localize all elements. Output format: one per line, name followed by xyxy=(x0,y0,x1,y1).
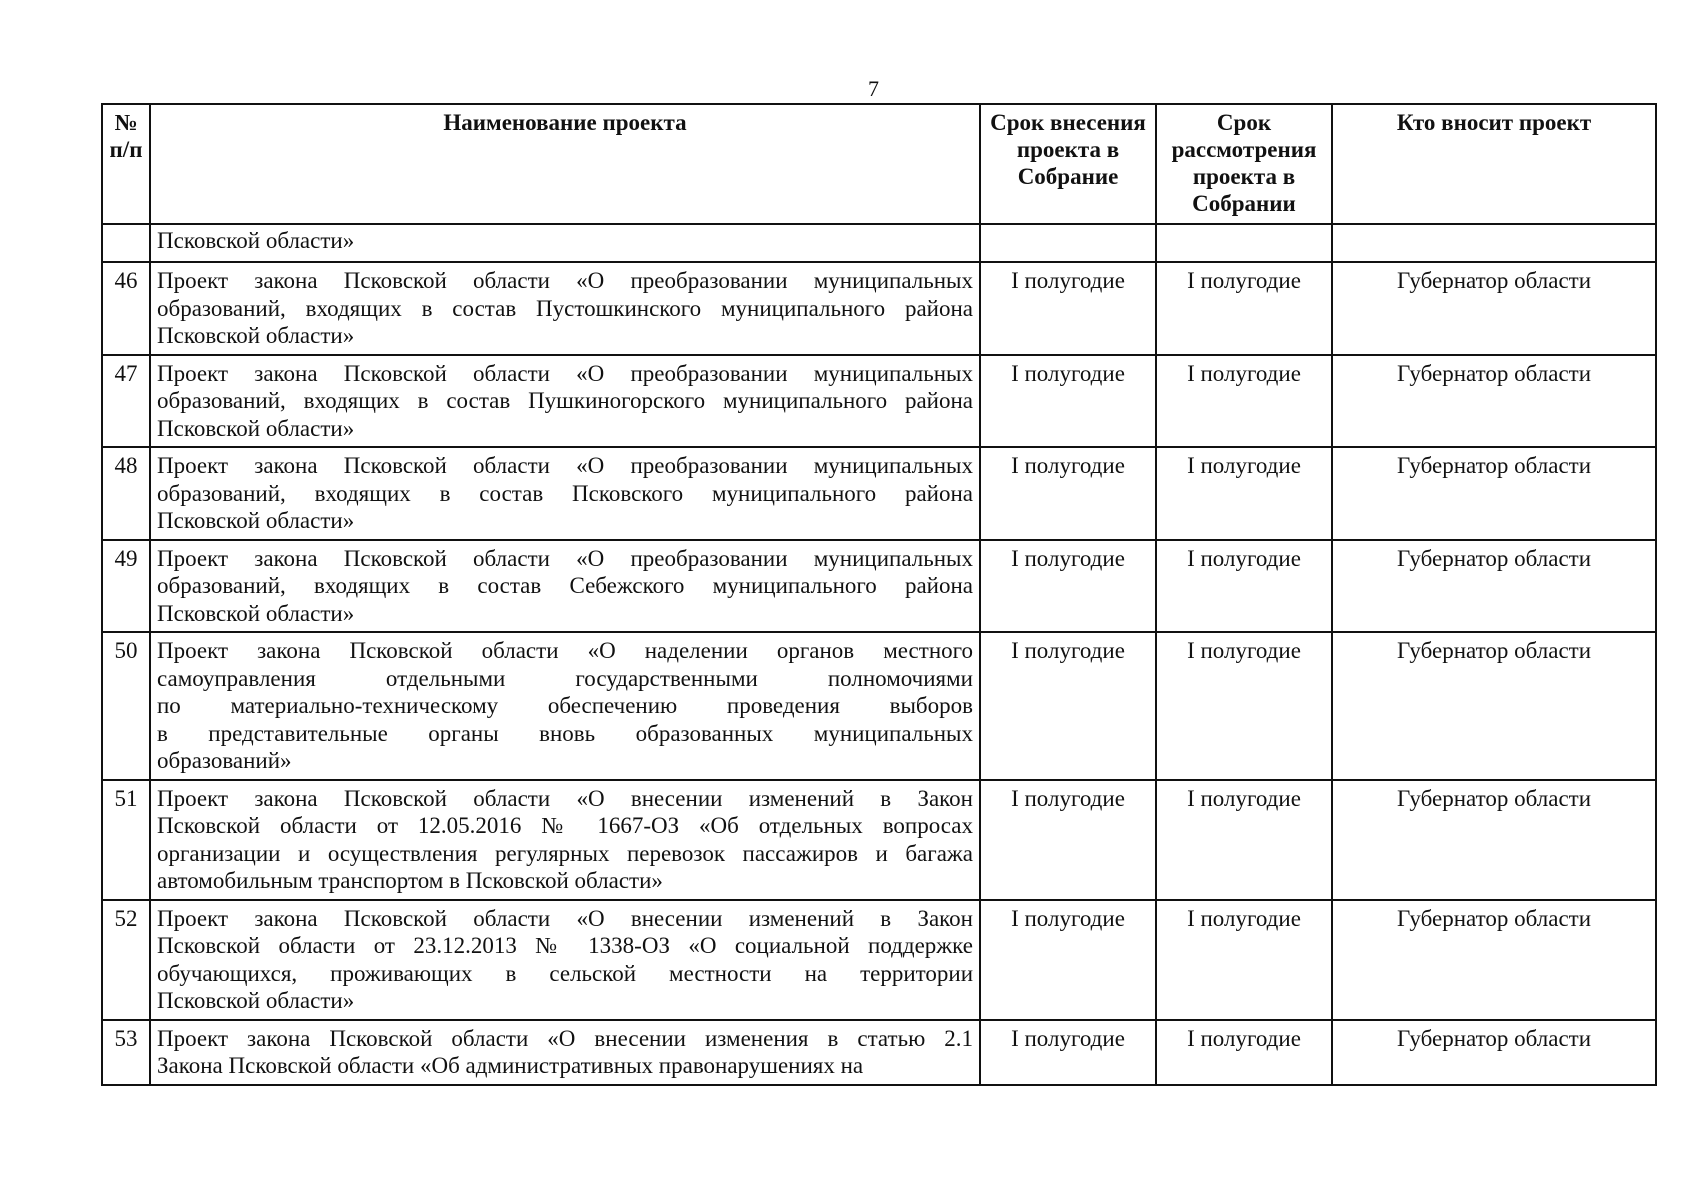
project-name-line: Проект закона Псковской области «О внесении изменений в Закон xyxy=(157,785,973,811)
table-row xyxy=(102,355,1656,448)
row-number: 51 xyxy=(102,780,150,900)
project-name-line: образований, входящих в состав Пушкиногорского муниципального района xyxy=(157,388,973,413)
table-row xyxy=(102,540,1656,633)
review-term: I полугодие xyxy=(1156,1020,1332,1085)
header-review-term: Срок рассмотрения проекта в Собрании xyxy=(1156,104,1332,224)
project-name-line: Проект закона Псковской области «О внесении изменения в статью 2.1 xyxy=(157,1025,973,1051)
project-name-line: в представительные органы вновь образованных муниципальных xyxy=(157,720,973,746)
review-term: I полугодие xyxy=(1156,780,1332,900)
project-name xyxy=(150,355,980,448)
table-row xyxy=(102,262,1656,355)
project-name-line: Псковской области» xyxy=(157,988,355,1013)
project-name-line: обучающихся, проживающих в сельской местности на территории xyxy=(157,960,973,986)
project-name xyxy=(150,900,980,1020)
submit-term xyxy=(980,224,1156,262)
project-name xyxy=(150,632,980,780)
project-name-line: образований» xyxy=(157,748,292,773)
project-name-line: Псковской области от 12.05.2016 № 1667-ОЗ «Об отдельных вопросах xyxy=(157,813,973,838)
submitter: Губернатор области xyxy=(1332,447,1656,540)
table-row xyxy=(102,1020,1656,1085)
submitter: Губернатор области xyxy=(1332,780,1656,900)
row-number: 47 xyxy=(102,355,150,448)
project-name-line: организации и осуществления регулярных перевозок пассажиров и багажа xyxy=(157,840,973,866)
row-number: 48 xyxy=(102,447,150,540)
submitter xyxy=(1332,224,1656,262)
review-term: I полугодие xyxy=(1156,632,1332,780)
project-name xyxy=(150,262,980,355)
header-project-name: Наименование проекта xyxy=(150,104,980,224)
submitter: Губернатор области xyxy=(1332,355,1656,448)
project-name-line: образований, входящих в состав Себежского муниципального района xyxy=(157,573,973,598)
submitter: Губернатор области xyxy=(1332,262,1656,355)
project-name-line: Проект закона Псковской области «О преобразовании муниципальных xyxy=(157,453,973,478)
project-name-line: образований, входящих в состав Псковского муниципального района xyxy=(157,480,973,506)
row-number: 52 xyxy=(102,900,150,1020)
submit-term: I полугодие xyxy=(980,262,1156,355)
project-name-line: самоуправления отдельными государственными полномочиями xyxy=(157,665,973,691)
table-row-continuation xyxy=(102,224,1656,262)
row-number: 50 xyxy=(102,632,150,780)
project-name xyxy=(150,1020,980,1085)
project-name-line: Псковской области» xyxy=(157,508,355,533)
table-row xyxy=(102,780,1656,900)
legislative-plan-table xyxy=(101,103,1657,1086)
project-name-line: по материально-техническому обеспечению проведения выборов xyxy=(157,693,973,718)
table-row xyxy=(102,632,1656,780)
review-term: I полугодие xyxy=(1156,900,1332,1020)
table-header-row xyxy=(102,104,1656,224)
review-term xyxy=(1156,224,1332,262)
table-row xyxy=(102,447,1656,540)
project-name-line: Проект закона Псковской области «О внесении изменений в Закон xyxy=(157,905,973,931)
submit-term: I полугодие xyxy=(980,632,1156,780)
submit-term: I полугодие xyxy=(980,1020,1156,1085)
submitter: Губернатор области xyxy=(1332,900,1656,1020)
project-name-line: Проект закона Псковской области «О преобразовании муниципальных xyxy=(157,545,973,571)
row-number: 46 xyxy=(102,262,150,355)
table-row xyxy=(102,900,1656,1020)
project-name: Псковской области» xyxy=(150,224,980,262)
page-number: 7 xyxy=(868,76,879,101)
project-name-line: Псковской области» xyxy=(157,323,355,348)
submit-term: I полугодие xyxy=(980,355,1156,448)
submitter: Губернатор области xyxy=(1332,1020,1656,1085)
project-name-line: Закона Псковской области «Об административных правонарушениях на xyxy=(157,1053,864,1078)
project-name-line: Проект закона Псковской области «О наделении органов местного xyxy=(157,638,973,663)
header-submitter: Кто вносит проект xyxy=(1332,104,1656,224)
project-name-line: автомобильным транспортом в Псковской области» xyxy=(157,868,663,893)
row-number xyxy=(102,224,150,262)
row-number: 53 xyxy=(102,1020,150,1085)
project-name xyxy=(150,780,980,900)
review-term: I полугодие xyxy=(1156,262,1332,355)
submitter: Губернатор области xyxy=(1332,540,1656,633)
submit-term: I полугодие xyxy=(980,447,1156,540)
review-term: I полугодие xyxy=(1156,540,1332,633)
project-name-line: Псковской области» xyxy=(157,415,355,441)
submit-term: I полугодие xyxy=(980,540,1156,633)
row-number: 49 xyxy=(102,540,150,633)
header-submit-term: Срок внесения проекта в Собрание xyxy=(980,104,1156,224)
project-name xyxy=(150,540,980,633)
submit-term: I полугодие xyxy=(980,900,1156,1020)
project-name-line: Проект закона Псковской области «О преобразовании муниципальных xyxy=(157,360,973,386)
submitter: Губернатор области xyxy=(1332,632,1656,780)
project-name-line: образований, входящих в состав Пустошкинского муниципального района xyxy=(157,295,973,321)
review-term: I полугодие xyxy=(1156,447,1332,540)
submit-term: I полугодие xyxy=(980,780,1156,900)
project-name-line: Псковской области» xyxy=(157,600,355,626)
project-name-line: Проект закона Псковской области «О преобразовании муниципальных xyxy=(157,268,973,293)
project-name xyxy=(150,447,980,540)
header-number: № п/п xyxy=(102,104,150,224)
project-name-line: Псковской области от 23.12.2013 № 1338-ОЗ «О социальной поддержке xyxy=(157,933,973,958)
review-term: I полугодие xyxy=(1156,355,1332,448)
